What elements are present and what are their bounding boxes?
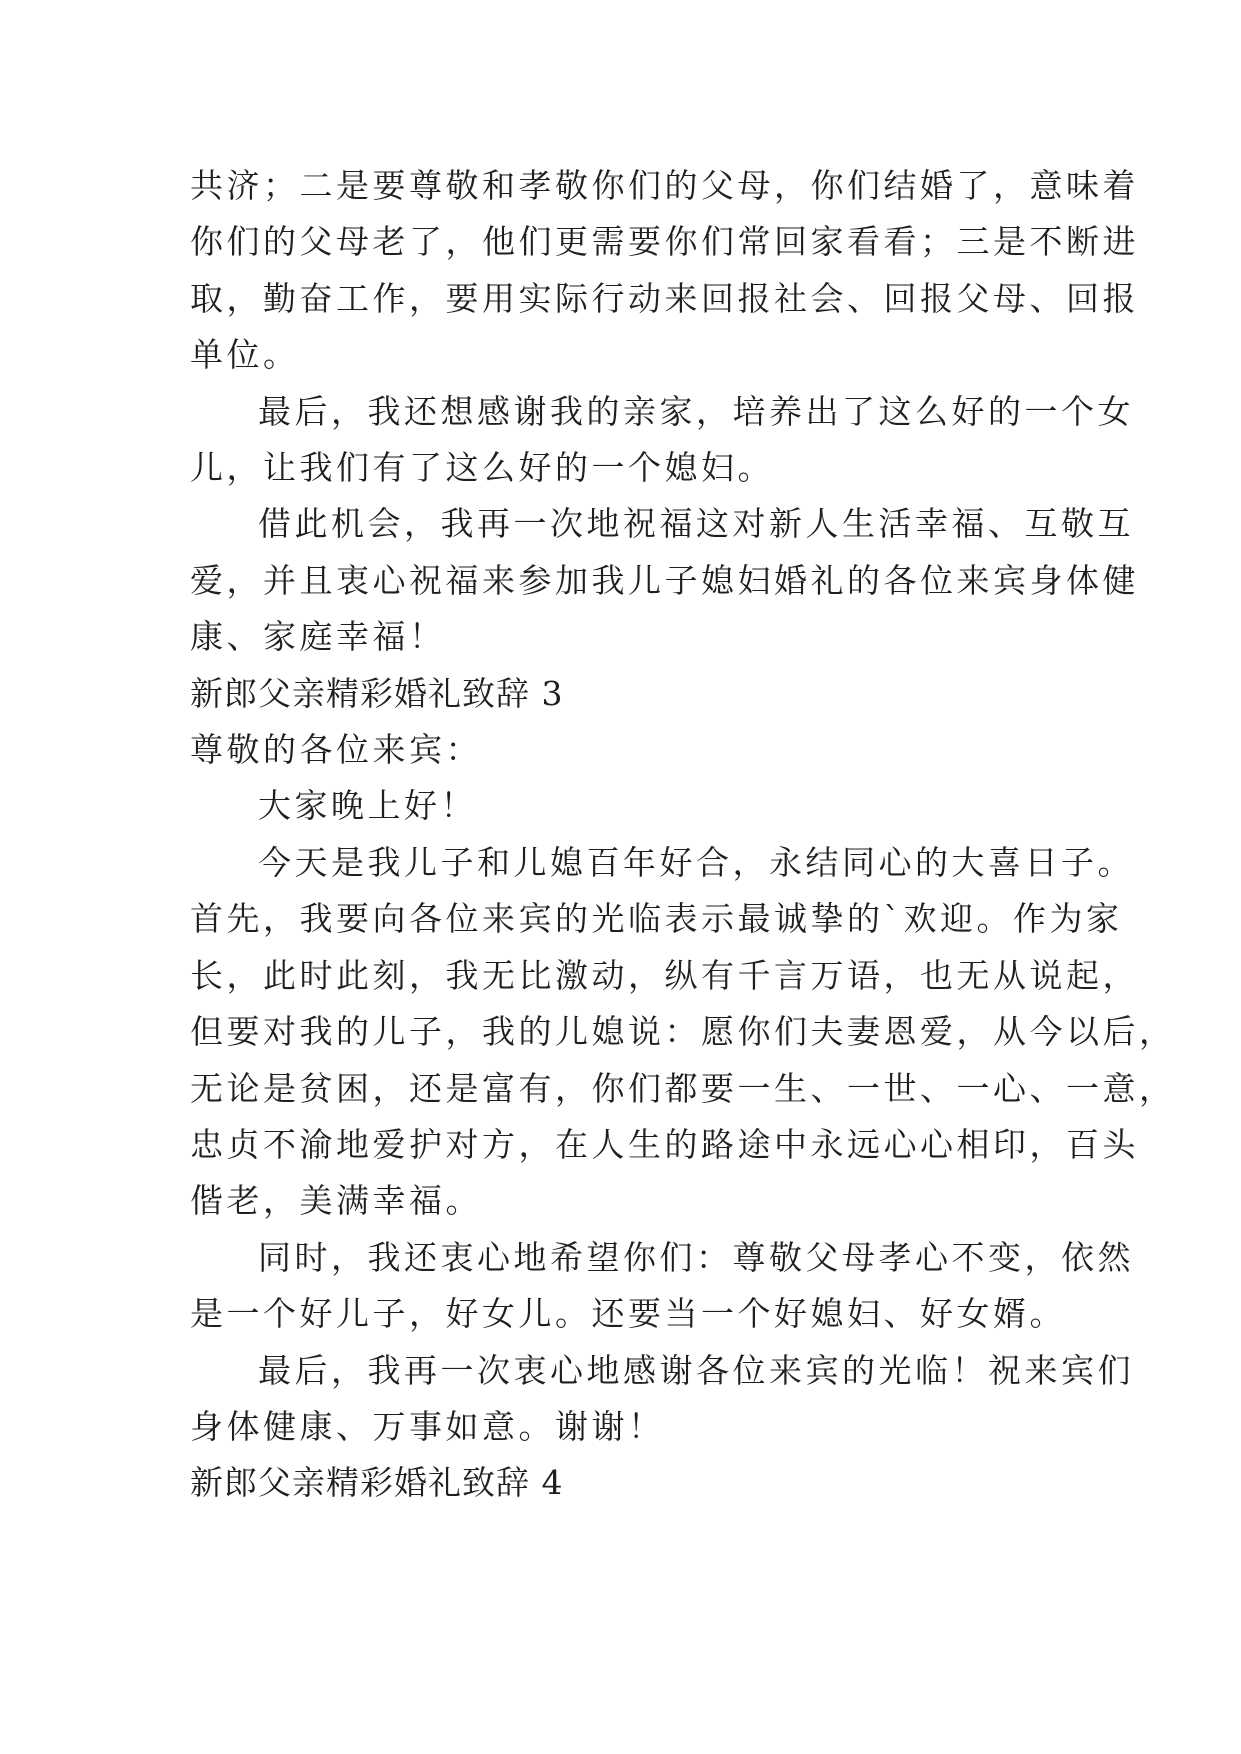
text-line: 偕老，美满幸福。	[190, 1181, 482, 1221]
paragraph-first-line: 同时，我还衷心地希望你们：尊敬父母孝心不变，依然	[258, 1237, 1134, 1277]
text-line: 取，勤奋工作，要用实际行动来回报社会、回报父母、回报	[190, 278, 1139, 318]
paragraph-first-line: 借此机会，我再一次地祝福这对新人生活幸福、互敬互	[258, 504, 1134, 544]
text-line: 但要对我的儿子，我的儿媳说：愿你们夫妻恩爱，从今以后，	[190, 1012, 1176, 1052]
section-heading: 新郎父亲精彩婚礼致辞 4	[190, 1463, 564, 1503]
text-line: 康、家庭幸福！	[190, 617, 446, 657]
paragraph-first-line: 最后，我再一次衷心地感谢各位来宾的光临！祝来宾们	[258, 1350, 1134, 1390]
text-line: 你们的父母老了，他们更需要你们常回家看看；三是不断进	[190, 222, 1139, 262]
paragraph-first-line: 今天是我儿子和儿媳百年好合，永结同心的大喜日子。	[258, 842, 1134, 882]
text-line: 长，此时此刻，我无比激动，纵有千言万语，也无从说起，	[190, 955, 1139, 995]
text-line: 爱，并且衷心祝福来参加我儿子媳妇婚礼的各位来宾身体健	[190, 560, 1139, 600]
text-line: 无论是贫困，还是富有，你们都要一生、一世、一心、一意，	[190, 1068, 1176, 1108]
section-heading: 新郎父亲精彩婚礼致辞 3	[190, 673, 564, 713]
document-body	[190, 158, 1176, 1512]
text-line: 共济；二是要尊敬和孝敬你们的父母，你们结婚了，意味着	[190, 166, 1139, 205]
text-line: 首先，我要向各位来宾的光临表示最诚挚的`欢迎。作为家	[190, 899, 1123, 939]
text-line: 是一个好儿子，好女儿。还要当一个好媳妇、好女婿。	[190, 1294, 1066, 1334]
greeting: 大家晚上好！	[258, 786, 477, 826]
text-line: 忠贞不渝地爱护对方，在人生的路途中永远心心相印，百头	[190, 1124, 1139, 1164]
text-line: 儿，让我们有了这么好的一个媳妇。	[190, 448, 774, 488]
text-line: 单位。	[190, 335, 300, 375]
text-line: 身体健康、万事如意。谢谢！	[190, 1406, 665, 1446]
paragraph-first-line: 最后，我还想感谢我的亲家，培养出了这么好的一个女	[258, 391, 1134, 431]
salutation: 尊敬的各位来宾：	[190, 730, 482, 770]
